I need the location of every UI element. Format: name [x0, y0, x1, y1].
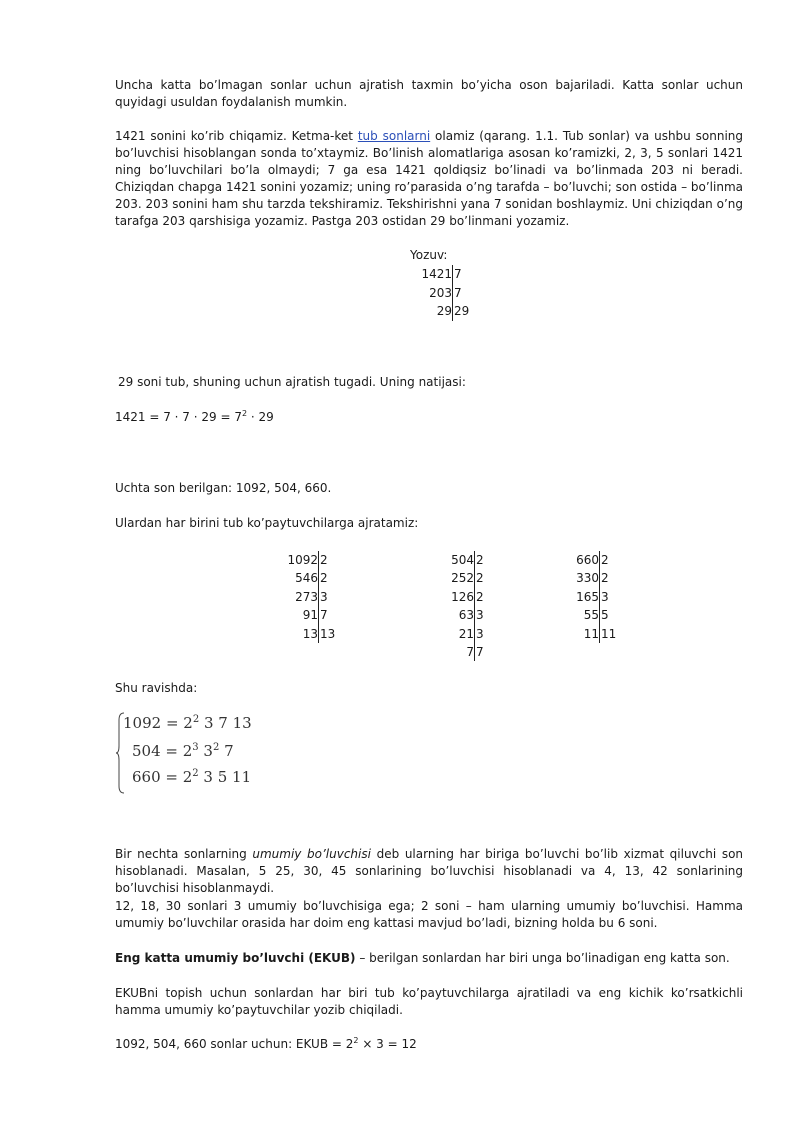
factor-quotient: 1421 [421, 267, 452, 281]
factor-divisor: 2 [320, 571, 328, 586]
factor-quotient: 91 [302, 608, 318, 623]
factor-divisor: 3 [476, 608, 484, 623]
factor-quotient: 7 [466, 644, 474, 659]
system-line-660: $660 = 2^2$ 3 5 11 [132, 768, 252, 786]
factor-divisor: 2 [601, 553, 609, 567]
factor-divisor: 2 [476, 571, 484, 586]
factor-divisor: 29 [454, 304, 470, 318]
factor-divisor: 7 [320, 608, 328, 623]
factor-quotient: 203 [429, 285, 452, 300]
factorization-504 [414, 551, 534, 661]
eq-1421-tail: · 29 [247, 410, 274, 424]
factor-quotient: 252 [451, 571, 474, 586]
factor-quotient: 273 [295, 589, 318, 604]
eq-1421-text: 1421 = 7 · 7 · 29 = 7 [115, 410, 242, 424]
factorization-660 [539, 551, 659, 643]
paragraph-ekub-method: EKUBni topish uchun sonlardan har biri tub ko’paytuvchilarga ajratiladi va eng kichik ko’rsatkichli hamma umumiy ko’paytuvchilar yozib chiqiladi. [115, 986, 743, 1017]
system-line-1092: $1092 = 2^2$ 3 7 13 [123, 714, 252, 732]
factor-divisor: 11 [601, 626, 617, 641]
divider-line [474, 551, 475, 661]
factor-divisor: 13 [320, 626, 336, 641]
eq-1421-sup: 2 [241, 409, 248, 418]
divider-line [599, 551, 600, 643]
factor-quotient: 504 [451, 553, 474, 567]
system-line-504: $504 = 2^3$ $3^2$ 7 [132, 742, 234, 760]
factor-divisor: 2 [476, 553, 484, 567]
factor-quotient: 55 [583, 608, 599, 623]
factorization-1421 [392, 265, 512, 321]
factor-divisor: 7 [454, 267, 462, 281]
equation-1421 [115, 409, 743, 426]
term-ekub: Eng katta umumiy bo’luvchi (EKUB) [115, 951, 356, 965]
factor-quotient: 21 [458, 626, 474, 641]
factor-quotient: 11 [583, 626, 599, 641]
factor-divisor: 3 [601, 589, 609, 604]
yozuv-label: Yozuv: [410, 248, 448, 262]
factor-quotient: 330 [576, 571, 599, 586]
factorization-system [115, 712, 275, 792]
paragraph-29-prime [115, 374, 743, 391]
divider-line [318, 551, 319, 643]
factor-quotient: 660 [576, 553, 599, 567]
paragraph-ekub-definition: Eng katta umumiy bo’luvchi (EKUB) – berilgan sonlardan har biri unga bo’linadigan eng katta son. [115, 951, 730, 965]
paragraph-12-18-30: 12, 18, 30 sonlari 3 umumiy bo’luvchisiga ega; 2 soni – ham ularning umumiy bo’luvchisi. Hamma umumiy bo’luvchilar orasida har doim eng kattasi mavjud bo’ladi, bizning holda bu 6 soni. [115, 899, 743, 930]
link-tub-sonlar[interactable]: tub sonlarni [357, 129, 431, 143]
factor-quotient: 165 [576, 589, 599, 604]
factor-quotient: 63 [458, 608, 474, 623]
factor-divisor: 2 [476, 589, 484, 604]
text-after-link: olamiz (qarang. 1.1. Tub sonlar) va ushbu sonning bo’luvchisi hisoblangan sonda to’xtaymiz. Bo’linish alomatlariga asosan ko’ramizki, 2, 3, 5 sonlari 1421 ning bo’luvchilari bo’la olmaydi; 7 ga esa 1421 qoldiqsiz bo’linadi va bo’linmada 203 ni beradi. Chiziqdan chapga 1421 sonini yozamiz; uning ro’parasida o’ng tarafda – bo’luvchi; son ostida – bo’linma 203. 203 sonini ham shu tarzda tekshiramiz. Tekshirishni yana 7 sonidan boshlaymiz. Uni chiziqdan o’ng tarafga 203 qarshisiga yozamiz. Pastga 203 ostidan 29 bo’linmani yozamiz. [115, 129, 743, 228]
equation-ekub: 1092, 504, 660 sonlar uchun: EKUB = $2^2 \times 3 = 12$ [115, 1036, 417, 1051]
factor-quotient: 29 [436, 304, 452, 318]
paragraph-umumiy-boluvchi: Bir nechta sonlarning umumiy bo’luvchisi deb ularning har biriga bo’luvchi bo’lib xizmat qiluvchi son hisoblanadi. Masalan, 5 25, 30, 45 sonlarining bo’luvchisi hisoblanadi va 4, 13, 42 sonlarining bo’luvchisi hisoblanmaydi. [115, 847, 744, 895]
paragraph-intro: Uncha katta bo’lmagan sonlar uchun ajratish taxmin bo’yicha oson bajariladi. Katta sonlar uchun quyidagi usuldan foydalanish mumkin. [115, 78, 743, 109]
divider-line [452, 265, 453, 321]
text-before-link: 1421 sonini ko’rib chiqamiz. Ketma-ket [115, 129, 358, 143]
factor-divisor: 7 [454, 285, 462, 300]
factor-divisor: 2 [320, 553, 328, 567]
factor-quotient: 1092 [287, 553, 318, 567]
paragraph-1421-method [115, 128, 743, 230]
factor-quotient: 546 [295, 571, 318, 586]
factorization-1092 [258, 551, 378, 643]
factor-divisor: 3 [476, 626, 484, 641]
factor-quotient: 126 [451, 589, 474, 604]
term-umumiy-boluvchi: umumiy bo’luvchisi [252, 847, 371, 861]
text-29-prime: 29 soni tub, shuning uchun ajratish tugadi. Uning natijasi: [118, 375, 466, 389]
paragraph-shu-ravishda: Shu ravishda: [115, 681, 198, 695]
factor-divisor: 3 [320, 589, 328, 604]
factor-divisor: 7 [476, 644, 484, 659]
paragraph-factorize: Ulardan har birini tub ko’paytuvchilarga ajratamiz: [115, 516, 419, 530]
factor-divisor: 2 [601, 571, 609, 586]
paragraph-three-numbers: Uchta son berilgan: 1092, 504, 660. [115, 481, 332, 495]
factor-divisor: 5 [601, 608, 609, 623]
factor-quotient: 13 [302, 626, 318, 641]
